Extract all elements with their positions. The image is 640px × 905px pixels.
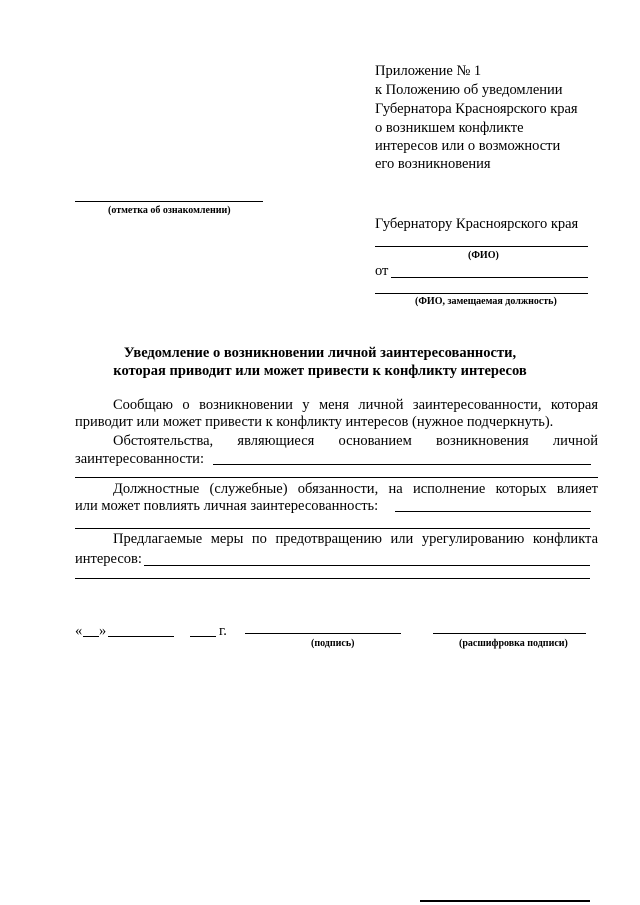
p2-line2: заинтересованности: — [75, 451, 204, 467]
heading-line1: Уведомление о возникновении личной заинтересованности, — [123, 345, 517, 361]
p4-line1: Предлагаемые меры по предотвращению или урегулированию конфликта — [113, 531, 598, 547]
acquaint-line — [75, 201, 263, 202]
heading-line2: которая приводит или может привести к конфликту интересов — [113, 363, 527, 379]
date-year-line — [190, 636, 216, 637]
p2-line1: Обстоятельства, являющиеся основанием возникновения личной — [113, 433, 598, 449]
appendix-line: интересов или о возможности — [375, 138, 561, 154]
from-label: от — [375, 263, 389, 279]
p3-line2: или может повлиять личная заинтересованность: — [75, 498, 379, 514]
fio-line — [375, 246, 588, 247]
p3-fill-line — [395, 511, 591, 512]
date-close-quote: » — [99, 623, 107, 639]
p2-fill-line — [213, 464, 591, 465]
date-day-line — [83, 636, 99, 637]
signature-line — [245, 633, 401, 634]
p3-line1: Должностные (служебные) обязанности, на исполнение которых влияет — [113, 481, 598, 497]
position-caption: (ФИО, замещаемая должность) — [415, 296, 557, 307]
signature-caption: (подпись) — [311, 638, 355, 649]
acquaint-caption: (отметка об ознакомлении) — [108, 205, 231, 216]
scan-edge-mark — [420, 900, 590, 902]
p1-line2: приводит или может привести к конфликту интересов (нужное подчеркнуть). — [75, 414, 554, 430]
appendix-line: Губернатора Красноярского края — [375, 101, 578, 117]
p1-line1: Сообщаю о возникновении у меня личной заинтересованности, которая — [113, 397, 598, 413]
p4-extra-line — [75, 578, 590, 579]
decode-caption: (расшифровка подписи) — [459, 638, 568, 649]
appendix-line: о возникшем конфликте — [375, 120, 524, 136]
fio-caption: (ФИО) — [468, 250, 499, 261]
addressee-title: Губернатору Красноярского края — [375, 216, 579, 232]
p4-line2: интересов: — [75, 551, 142, 567]
p2-extra-line — [75, 477, 598, 478]
appendix-line: его возникновения — [375, 156, 491, 172]
appendix-line: к Положению об уведомлении — [375, 82, 563, 98]
date-open-quote: « — [75, 623, 83, 639]
position-line — [375, 293, 588, 294]
appendix-line: Приложение № 1 — [375, 63, 482, 79]
p3-extra-line — [75, 528, 590, 529]
date-month-line — [108, 636, 174, 637]
from-line — [391, 277, 588, 278]
year-suffix: г. — [219, 623, 227, 639]
decode-line — [433, 633, 586, 634]
p4-fill-line — [144, 565, 590, 566]
